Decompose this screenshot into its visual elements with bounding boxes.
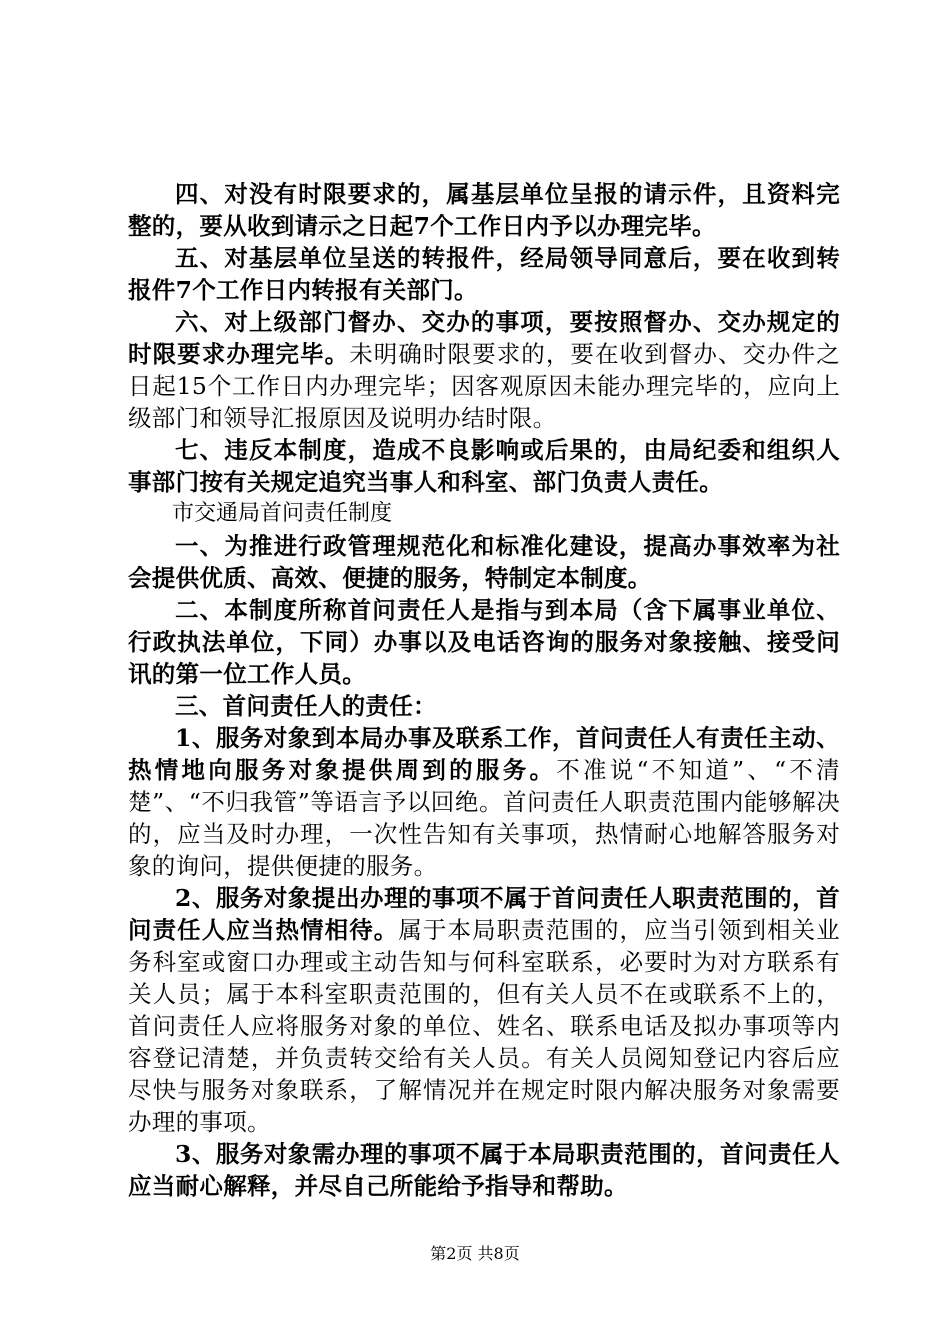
- paragraph-7: [128, 434, 840, 498]
- paragraph-bold-text: 2、服务对象提出办理的事项不属于首问责任人职责范围的，首问责任人应当热情相待。: [128, 884, 840, 944]
- section-subtitle: 市交通局首问责任制度: [172, 501, 393, 526]
- paragraph-5: [128, 242, 840, 306]
- section2-paragraph-2: [128, 594, 840, 690]
- page-footer: 第2页 共8页: [430, 1244, 520, 1263]
- paragraph-normal-text: 属于本局职责范围的，应当引领到相关业务科室或窗口办理或主动告知与何科室联系，必要时为对方联系有关人员；属于本科室职责范围的，但有关人员不在或联系不上的，首问责任人应将服务对象的单位、姓名、联系电话及拟办事项等内容登记清楚，并负责转交给有关人员。有关人员阅知登记内容后应尽快与服务对象联系，了解情况并在规定时限内解决服务对象需要办理的事项。: [128, 916, 840, 1136]
- paragraph-bold-text: 六、对上级部门督办、交办的事项，要按照督办、交办规定的时限要求办理完毕。: [128, 308, 840, 368]
- section2-paragraph-3: [128, 690, 840, 722]
- paragraph-bold-text: 1、服务对象到本局办事及联系工作，首问责任人有责任主动、热情地向服务对象提供周到的服务。: [128, 724, 840, 784]
- paragraph-bold-text: 四、对没有时限要求的，属基层单位呈报的请示件，且资料完整的，要从收到请示之日起7个工作日内予以办理完毕。: [128, 180, 840, 240]
- paragraph-bold-text: 二、本制度所称首问责任人是指与到本局（含下属事业单位、行政执法单位，下同）办事以及电话咨询的服务对象接触、接受问讯的第一位工作人员。: [128, 596, 840, 688]
- section2-item-3: [128, 1138, 840, 1202]
- paragraph-4: [128, 178, 840, 242]
- paragraph-normal-text: 不准说“不知道”、“不清楚”、“不归我管”等语言予以回绝。首问责任人职责范围内能够解决的，应当及时办理，一次性告知有关事项，热情耐心地解答服务对象的询问，提供便捷的服务。: [128, 756, 840, 880]
- paragraph-normal-text: 未明确时限要求的，要在收到督办、交办件之日起15个工作日内办理完毕；因客观原因未能办理完毕的，应向上级部门和领导汇报原因及说明办结时限。: [128, 340, 841, 432]
- paragraph-bold-text: 一、为推进行政管理规范化和标准化建设，提高办事效率为社会提供优质、高效、便捷的服务，特制定本制度。: [128, 532, 840, 592]
- paragraph-bold-text: 五、对基层单位呈送的转报件，经局领导同意后，要在收到转报件7个工作日内转报有关部门。: [128, 244, 840, 304]
- paragraph-bold-text: 七、违反本制度，造成不良影响或后果的，由局纪委和组织人事部门按有关规定追究当事人和科室、部门负责人责任。: [128, 436, 840, 496]
- section2-item-1: [128, 722, 840, 882]
- paragraph-6: [128, 306, 840, 434]
- section2-item-2: [128, 882, 840, 1138]
- paragraph-bold-text: 三、首问责任人的责任：: [175, 692, 437, 720]
- paragraph-bold-text: 3、服务对象需办理的事项不属于本局职责范围的，首问责任人应当耐心解释，并尽自己所能给予指导和帮助。: [128, 1140, 840, 1200]
- document-body: [128, 178, 840, 1202]
- section2-paragraph-1: [128, 530, 840, 594]
